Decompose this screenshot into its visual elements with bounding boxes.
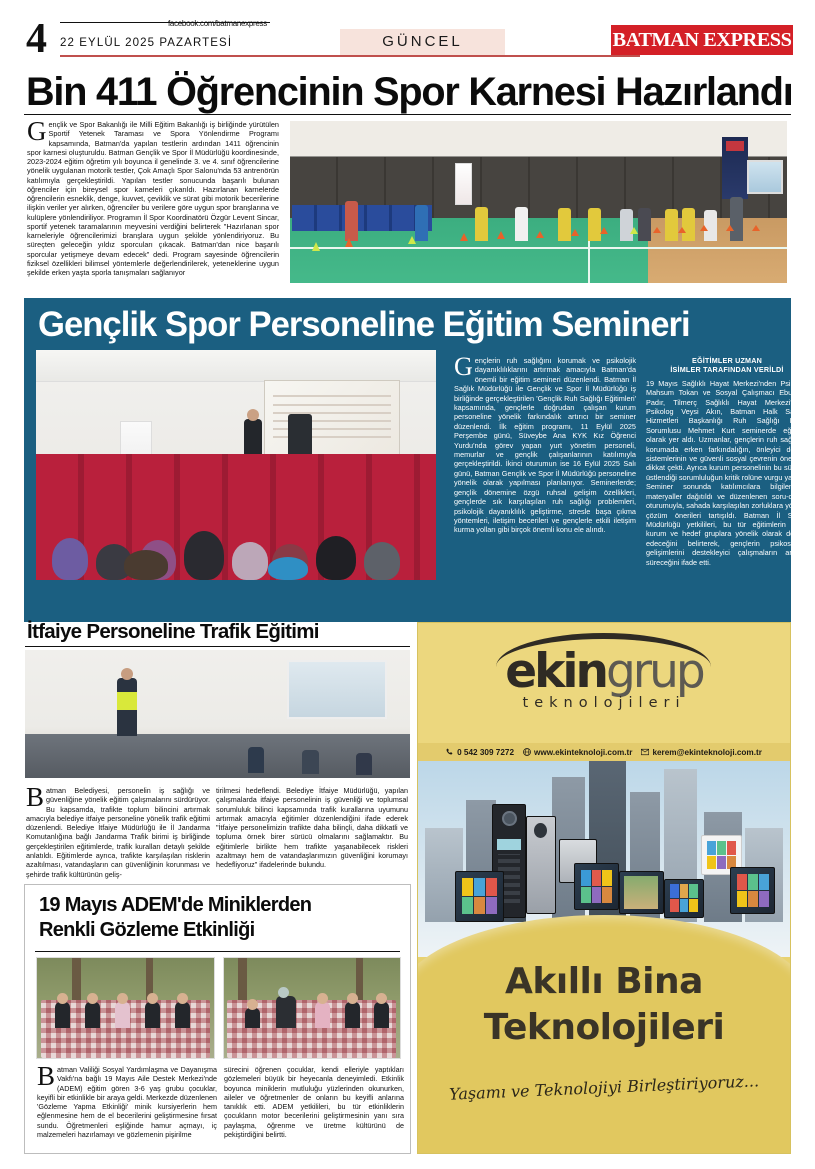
article2-subhead-line1: EĞİTİMLER UZMAN [691, 356, 763, 365]
article1-rule [24, 114, 791, 115]
student [620, 209, 633, 241]
article1-photo [290, 121, 787, 283]
article3-dropcap: B [26, 782, 45, 812]
training-cone [600, 227, 608, 234]
article1-headline: Bin 411 Öğrencinin Spor Karnesi Hazırlandı [26, 70, 793, 114]
window [287, 660, 387, 719]
training-cone [312, 242, 320, 251]
page-number: 4 [26, 16, 47, 62]
ad-website[interactable] [523, 748, 632, 757]
article4-column1 [37, 1061, 217, 1140]
article4-photo-left [36, 957, 215, 1059]
newspaper-logo[interactable] [611, 25, 793, 55]
ad-brand [418, 641, 790, 711]
article3-photo [25, 650, 410, 778]
facebook-url[interactable]: facebook.com/batmanexpress [168, 19, 267, 28]
child [85, 1002, 100, 1028]
ceiling [36, 350, 436, 382]
publication-date: 22 EYLÜL 2025 PAZARTESİ [60, 37, 233, 49]
training-cone [460, 233, 468, 241]
article3-column2: tirilmesi hedeflendi. Belediye İtfaiye Müdürlüğü, yapılan çalışmalarda itfaiye personelinin iş güvenliği ve toplumsal sorumluluk bilinci kapsamında trafik kurallarına uyumunu artırmak amacıyla eğitimler düzenlendiğini ifade ederek "İtfaiye personelimizin trafikte daha bilinçli, daha dikkatli ve topluma örnek birer sürücü olmalarını sağlamaktır. Bu eğitimlerle birlikte hem trafikte yaşanabilecek riskleri azaltmayı hem de vatandaşlarımızın güvenliğini korumayı hedefliyoruz" ifadelerinde bulundu. [216, 786, 408, 870]
article4-text1: atman Valiliği Sosyal Yardımlaşma ve Dayanışma Vakfı'na bağlı 19 Mayıs Aile Destek Merkezi'nde (ADEM) eğitim gören 3-6 yaş grubu çocuklar, keyifli bir etkinlikle bir araya geldi. Merkezde düzenlenen 'Gözleme Yapma Etkinliği' minik kursiyerlerin hem eğlenmesine hem de el becerilerini geliştirmesine fırsat sundu. Öğretmenleri eşliğinde hamur açmayı, iç malzemeleri hazırlamayı ve gözlemenin pişirilme [37, 1065, 217, 1140]
panel-tiles [462, 878, 496, 914]
article4-headline [39, 893, 399, 943]
article4-headline-line1: 19 Mayıs ADEM'de Miniklerden [39, 894, 312, 916]
panel-tiles [707, 841, 736, 869]
child [145, 1002, 160, 1028]
training-cone [726, 225, 734, 231]
article1-body [27, 116, 279, 284]
child [115, 1002, 130, 1028]
student [665, 209, 678, 241]
student [345, 201, 358, 241]
article4-box [24, 884, 411, 1154]
article4-headline-line2: Renkli Gözleme Etkinliği [39, 919, 255, 941]
brand-in: in [562, 644, 606, 699]
student [638, 208, 651, 241]
article4-photos [36, 957, 401, 1059]
ad-email[interactable] [641, 748, 761, 757]
ad-contact-bar [418, 743, 790, 761]
article2-headline: Gençlik Spor Personeline Eğitim Semineri [38, 305, 690, 344]
logo-text: BATMAN EXPRESS [612, 29, 792, 51]
child [374, 1002, 389, 1028]
officer-head [121, 668, 133, 680]
touch-panel [455, 871, 503, 922]
panel-tiles [581, 870, 613, 903]
student [558, 208, 571, 241]
article2-photo [36, 350, 436, 580]
section-label: GÜNCEL [382, 33, 463, 50]
ad-title [418, 959, 790, 1051]
article4-rule [35, 951, 400, 952]
child [55, 1002, 70, 1028]
article3-headline: İtfaiye Personeline Trafik Eğitimi [27, 620, 319, 643]
audience [36, 474, 436, 580]
ad-title-line2: Teknolojileri [483, 1007, 725, 1048]
projection-screen [264, 380, 400, 463]
attendee [268, 557, 308, 580]
child [345, 1002, 360, 1028]
article2-column1 [454, 352, 636, 588]
attendee [356, 753, 372, 775]
attendee [232, 542, 268, 580]
coach [730, 197, 743, 241]
attendee [248, 747, 264, 773]
court-line [290, 247, 787, 249]
seating-row [25, 734, 410, 778]
traffic-officer [117, 678, 137, 736]
training-cone [408, 236, 416, 244]
camera-lens [534, 823, 547, 838]
article3-text1: atman Belediyesi, personelin iş sağlığı ve güvenliğine yönelik eğitim çalışmalarını sürdürüyor. Bu kapsamda, trafikte toplum bilincini artırmak amacıyla belediye itfaiye personeline yönelik trafik eğitimi düzenlendi. Belediye İtfaiye Müdürlüğü ile İl Jandarma Komutanlığına bağlı Jandarma Trafik birimi iş birliğinde gerçekleştirilen eğitimlerde, trafik kuralları detaylı şekilde anlatıldı. Eğitimlerde ayrıca, trafikte karşılaşılan risklerin azaltılması, vatandaşların can güvenliğinin korunması ve şehirde trafik kültürünün geliş- [26, 786, 210, 879]
info-banner [455, 163, 472, 205]
touch-panel [574, 863, 619, 910]
brand-grup: grup [605, 644, 703, 699]
article4-photo-right [223, 957, 402, 1059]
article1-dropcap: G [27, 116, 47, 146]
roll-up-banner [722, 137, 748, 199]
student [682, 208, 695, 241]
ad-brand-name [418, 641, 790, 703]
globe-icon [523, 748, 531, 756]
ad-logo-area [418, 623, 790, 743]
ad-title-line1: Akıllı Bina [505, 961, 703, 1002]
article4-column2: sürecini öğrenen çocuklar, kendi elleriyle yaptıkları gözlemeleri büyük bir heyecanla deneyimledi. Etkinlik boyunca miniklerin mutluluğu yüzlerinden okunurken, aileler ve öğretmenler de onların bu keyifli anlarına tanıklık etti. ADEM yetkilileri, bu tür etkinliklerin çocukların motor becerilerini geliştirmesinin yanı sıra paylaşma, öğrenme ve üretme kültürünü de pekiştirdiğini belirtti. [224, 1065, 404, 1140]
attendee [302, 750, 319, 774]
ad-phone-text: 0 542 309 7272 [457, 747, 515, 757]
display [497, 839, 521, 850]
attendee [316, 536, 356, 580]
attendee [364, 542, 400, 580]
video-panel [619, 871, 664, 914]
video-feed [624, 876, 658, 909]
student [588, 208, 601, 241]
article2-subhead-line2: İSİMLER TARAFINDAN VERİLDİ [670, 365, 784, 375]
article1-text: ençlik ve Spor Bakanlığı ile Milli Eğitim Bakanlığı iş birliğinde yürütülen Sportif Yetenek Taraması ve Spora Yönlendirme Programı kapsamında, Batman'da yapılan testlerin ardından 1411 öğrencinin spor karnesi oluşturuldu. Batman Gençlik ve Spor İl Müdürlüğü koordinesinde, 2023-2024 eğitim öğretim yılı boyunca il genelinde 3. ve 4. sınıf öğrencilerine yönelik uygulanan motorik testler, Çok Amaçlı Spor Salonu'nda 53 antrenörün katılımıyla gerçekleştirildi. Yapılan testler sonucunda başarılı bulunan öğrenciler için bireysel spor karneleri çıkarıldı. Hazırlanan karnelerde öğrencilerin esneklik, denge, kuvvet, çeviklik ve sürat gibi motorik becerilerine ilişkin veriler yer alırken, öğrenciler bu verilere göre uygun spor branşlarına ve kulüplere yönlendiriliyor. Programın İl Spor Koordinatörü Özgür Levent Sincar, sportif yetenek taramalarının meyvesini verdiğini belirterek "Hazırlanan spor karneleriyle öğrencilerimizi branşlara uygun şekilde yönlendiriyoruz. Bu süreçten geleceğin yıldız sporcuları çıkacak. Batman'dan nice başarılı sporcular yetişmeye devam edecek" dedi. Program sayesinde öğrencilerin fiziksel özellikleri bilimsel yöntemlerle değerlendirilerek, yeteneklerine uygun şekilde erken yaşta sporla tanışmaları sağlanıyor [27, 120, 279, 277]
court-line [588, 238, 590, 283]
student [515, 207, 528, 241]
attendee [52, 538, 88, 580]
article2-dropcap: G [454, 352, 473, 381]
article2-text1: ençlerin ruh sağlığını korumak ve psikolojik dayanıklılıklarını artırmak amacıyla Batman'da önemli bir eğitim semineri düzenlendi. Batman İl Sağlık Müdürlüğü ile Gençlik ve Spor İl Müdürlüğü iş birliğinde gerçekleştirilen 'Gençlik Ruh Sağlığı Eğitimleri' kapsamında, gençlerle doğrudan çalışan kurum personeline yönelik farkındalık artırıcı bir seminer düzenlendi. İlk eğitim programı, 11 Eylül 2025 Perşembe günü, Süveybe Ana KYK Kız Öğrenci Yurdu'nda görev yapan yurt yönetim personeli, memurlar ve gençlik çalışanlarının katılımıyla gerçekleştirildi. İkinci oturumun ise 16 Eylül 2025 Salı günü, Batman Gençlik ve Spor İl Müdürlüğü personeline yönelik olarak yapılması planlanıyor. Seminerlerde; gençlik dönemine özgü ruhsal gelişim özellikleri, gençlerde sık karşılaşılan ruh sağlığı problemleri, psikolojik dayanıklılık geliştirme, stresle başa çıkma yöntemleri, iletişim becerileri ve gençlerle etkili iletişim kurma yolları gibi birçok önemli konu ele alındı. [454, 356, 636, 535]
panel-tiles [670, 884, 699, 912]
training-cone [497, 231, 505, 239]
article4-dropcap: B [37, 1061, 56, 1091]
hi-vis-vest [117, 692, 137, 710]
article2-panel [24, 298, 808, 622]
attendee [184, 531, 224, 580]
gym-window [747, 160, 783, 194]
ad-email-text: kerem@ekinteknoloji.com.tr [652, 747, 762, 757]
training-cone [653, 227, 661, 233]
child [175, 1002, 190, 1028]
envelope-icon [641, 748, 649, 756]
ad-slogan: Yaşamı ve Teknolojiyi Birleştiriyoruz... [448, 1071, 760, 1104]
training-cone [536, 231, 544, 238]
ad-phone[interactable] [446, 748, 514, 757]
bleacher-chairs [292, 205, 432, 231]
training-cone [752, 225, 760, 231]
article2-text2: 19 Mayıs Sağlıklı Hayat Merkezi'nden Psikolog Mahsum Tokan ve Sosyal Çalışmacı Ebubekir Padır, Tilmerç Sağlıklı Hayat Merkezi'nden Psikolog Veysi Akın, Batman Halk Sağlığı Hizmetleri Başkanlığı Ruh Sağlığı Birimi Sorumlusu Mehmet Kurt seminerde eğitimci olarak yer aldı. Uzmanlar, gençlerin ruh sağlığını korumada erken farkındalığın, önleyici destek sistemlerinin ve güvenli sosyal çevrenin önemine dikkat çekti. Ayrıca kurum personelinin bu süreçte üstlendiği sorumluluğun kritik rolüne vurgu yapıldı. Seminer sonunda katılımcılara bilgilendirici materyaller dağıtıldı ve düzenlenen soru-cevap oturumuyla, sahada karşılaşılan zorluklara yönelik çözüm önerileri tartışıldı. Batman İl Sağlık Müdürlüğü yetkilileri, bu tür eğitimlerin farklı kurum ve hedef gruplara yönelik olarak devam edeceğini belirterek, gençlerin psikososyal gelişimlerini destekleyici çalışmaların artarak süreceğini ifade etti. [646, 378, 808, 567]
training-cone [630, 227, 638, 234]
touch-panel [730, 867, 775, 914]
advertisement[interactable] [417, 622, 791, 1154]
article3-rule [25, 646, 410, 647]
panel-tiles [737, 874, 769, 907]
article3-column1 [26, 782, 210, 880]
training-cone [571, 229, 579, 236]
brand-ek: ek [505, 644, 563, 699]
section-badge [340, 29, 505, 55]
attendee [124, 550, 168, 580]
ad-brand-sub: teknolojileri [522, 695, 686, 711]
gym-scene [290, 121, 787, 283]
masthead [0, 0, 815, 66]
ad-website-text: www.ekinteknoloji.com.tr [534, 747, 633, 757]
article2-column2 [646, 356, 808, 588]
touch-panel [664, 879, 705, 918]
training-cone [700, 225, 708, 231]
masthead-rule [60, 55, 640, 57]
student [475, 207, 488, 241]
camera-lens [502, 811, 517, 827]
training-cone [678, 227, 686, 233]
phone-icon [446, 748, 454, 756]
student [415, 205, 428, 241]
intercom-panel [526, 816, 556, 914]
teacher [276, 996, 296, 1028]
training-cone [345, 238, 353, 247]
child [315, 1002, 330, 1028]
child [245, 1008, 260, 1028]
